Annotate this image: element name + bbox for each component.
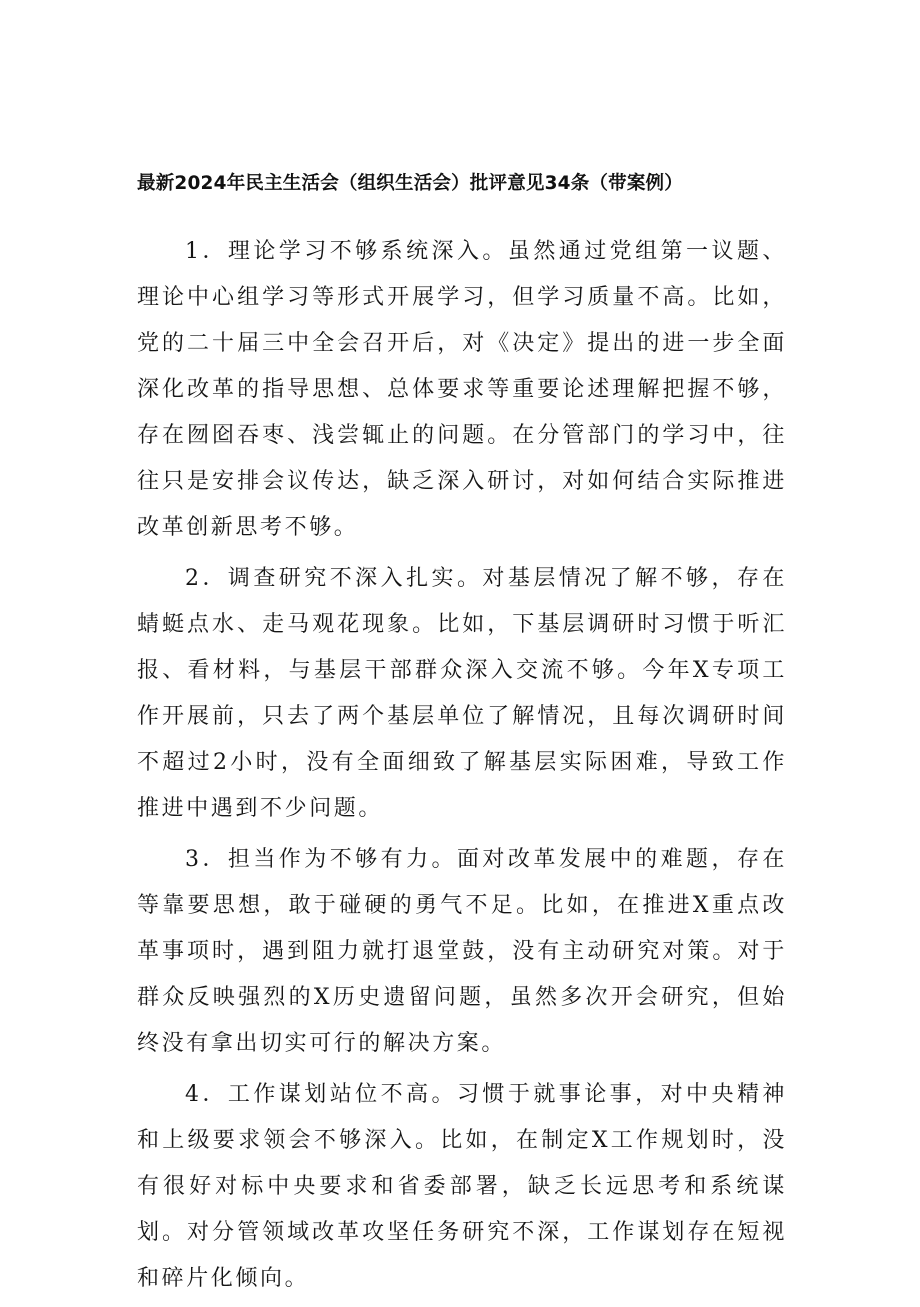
paragraph-3: 3．担当作为不够有力。面对改革发展中的难题，存在等靠要思想，敢于碰硬的勇气不足。比如，在推进X重点改革事项时，遇到阻力就打退堂鼓，没有主动研究对策。对于群众反映强烈的X历史遗留问题，虽然多次开会研究，但始终没有拿出切实可行的解决方案。 — [137, 847, 787, 1056]
paragraph-1: 1．理论学习不够系统深入。虽然通过党组第一议题、理论中心组学习等形式开展学习，但学习质量不高。比如，党的二十届三中全会召开后，对《决定》提出的进一步全面深化改革的指导思想、总体要求等重要论述理解把握不够，存在囫囵吞枣、浅尝辄止的问题。在分管部门的学习中，往往只是安排会议传达，缺乏深入研讨，对如何结合实际推进改革创新思考不够。 — [137, 239, 787, 540]
document-body — [137, 229, 787, 1307]
document-title: 最新2024年民主生活会（组织生活会）批评意见34条（带案例） — [137, 173, 683, 194]
paragraph-2: 2．调查研究不深入扎实。对基层情况了解不够，存在蜻蜓点水、走马观花现象。比如，下基层调研时习惯于听汇报、看材料，与基层干部群众深入交流不够。今年X专项工作开展前，只去了两个基层单位了解情况，且每次调研时间不超过2小时，没有全面细致了解基层实际困难，导致工作推进中遇到不少问题。 — [137, 566, 787, 821]
paragraph-4: 4．工作谋划站位不高。习惯于就事论事，对中央精神和上级要求领会不够深入。比如，在制定X工作规划时，没有很好对标中央要求和省委部署，缺乏长远思考和系统谋划。对分管领域改革攻坚任务研究不深，工作谋划存在短视和碎片化倾向。 — [137, 1082, 787, 1291]
